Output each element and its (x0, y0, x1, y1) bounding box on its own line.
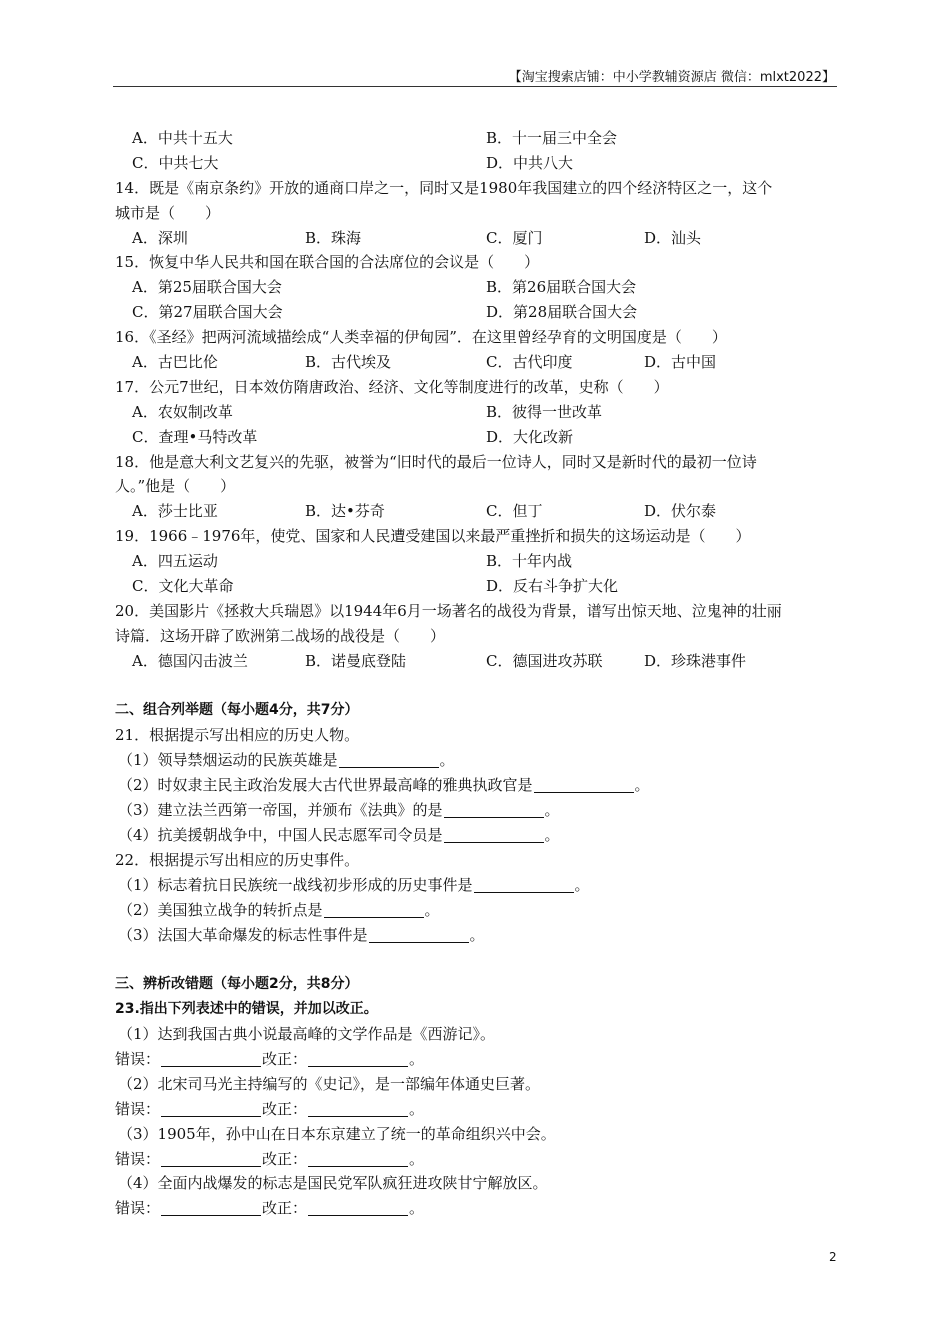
q15-options-row-2 (115, 300, 837, 325)
question-stem: 15．恢复中华人民共和国在联合国的合法席位的会议是（ ） (115, 253, 540, 272)
option: A．农奴制改革 (132, 402, 233, 421)
answer-blank[interactable] (339, 753, 439, 768)
q16-options (115, 350, 837, 375)
correction-answer-row (115, 1147, 837, 1172)
question-stem: 17．公元7世纪，日本效仿隋唐政治、经济、文化等制度进行的改革，史称（ ） (115, 377, 669, 396)
page-number: 2 (829, 1250, 837, 1264)
option: A．莎士比亚 (132, 502, 218, 521)
question-stem: 18．他是意大利文艺复兴的先驱，被誉为“旧时代的最后一位诗人，同时又是新时代的最初一位诗 (115, 452, 757, 471)
error-label: 错误： (115, 1049, 161, 1068)
option: A．深圳 (132, 228, 188, 247)
q13-options-row-2 (115, 151, 837, 176)
q20-options (115, 649, 837, 674)
section-heading: 二、组合列举题（每小题4分，共7分） (115, 702, 359, 719)
q19-options-row-2 (115, 574, 837, 599)
fill-item (115, 873, 837, 898)
question-stem: 14．既是《南京条约》开放的通商口岸之一，同时又是1980年我国建立的四个经济特区之一，这个 (115, 178, 773, 197)
question-stem: 20．美国影片《拯救大兵瑞恩》以1944年6月一场著名的战役为背景，谱写出惊天地、泣鬼神的壮丽 (115, 601, 782, 620)
option: C．古代印度 (486, 353, 573, 372)
option: C．查理•马特改革 (132, 427, 258, 446)
page-header: 【淘宝搜索店铺：中小学教辅资源店 微信：mlxt2022】 (508, 70, 835, 85)
option: B．第26届联合国大会 (486, 278, 637, 297)
fill-item-end: 。 (634, 776, 650, 795)
q15-options-row-1 (115, 275, 837, 300)
option: B．十年内战 (486, 552, 573, 571)
question-stem: 16．《圣经》把两河流域描绘成“人类幸福的伊甸园”．在这里曾经孕育的文明国度是（ ） (115, 328, 727, 347)
option: D．大化改新 (486, 427, 574, 446)
end-mark: 。 (409, 1049, 425, 1068)
fill-item-end: 。 (469, 925, 485, 944)
option: B．彼得一世改革 (486, 402, 603, 421)
document-body (115, 126, 837, 1221)
error-label: 错误： (115, 1099, 161, 1118)
answer-blank[interactable] (534, 778, 634, 793)
option: B．珠海 (305, 228, 362, 247)
correction-answer-row (115, 1196, 837, 1221)
option: A．中共十五大 (132, 129, 233, 147)
fill-item (115, 773, 837, 798)
question-stem: 22．根据提示写出相应的历史事件。 (115, 850, 360, 869)
fix-blank[interactable] (308, 1201, 408, 1216)
q17-options-row-1 (115, 400, 837, 425)
fill-item (115, 748, 837, 773)
option: D．古中国 (644, 353, 717, 372)
question-stem: 城市是（ ） (115, 203, 221, 222)
error-blank[interactable] (161, 1201, 261, 1216)
fix-label: 改正： (262, 1049, 308, 1068)
correction-item: （1）达到我国古典小说最高峰的文学作品是《西游记》。 (118, 1025, 496, 1044)
end-mark: 。 (409, 1199, 425, 1218)
answer-blank[interactable] (444, 828, 544, 843)
option: C．德国进攻苏联 (486, 651, 603, 670)
option: B．十一届三中全会 (486, 129, 618, 147)
fill-item (115, 798, 837, 823)
fill-item-end: 。 (439, 751, 455, 770)
fix-label: 改正： (262, 1149, 308, 1168)
option: A．古巴比伦 (132, 353, 218, 372)
correction-answer-row (115, 1097, 837, 1122)
option: B．古代埃及 (305, 353, 392, 372)
correction-answer-row (115, 1047, 837, 1072)
option: C．中共七大 (132, 153, 219, 172)
fill-item-text: （2）时奴隶主民主政治发展大古代世界最高峰的雅典执政官是 (118, 776, 533, 795)
option: A．四五运动 (132, 552, 218, 571)
q14-options (115, 226, 837, 251)
fix-label: 改正： (262, 1099, 308, 1118)
end-mark: 。 (409, 1099, 425, 1118)
error-label: 错误： (115, 1199, 161, 1218)
fill-item-text: （1）标志着抗日民族统一战线初步形成的历史事件是 (118, 875, 473, 894)
correction-item: （2）北宋司马光主持编写的《史记》，是一部编年体通史巨著。 (118, 1074, 541, 1093)
section-heading: 三、辨析改错题（每小题2分，共8分） (115, 976, 359, 993)
option: C．文化大革命 (132, 577, 234, 596)
fill-item-text: （1）领导禁烟运动的民族英雄是 (118, 751, 338, 770)
fix-blank[interactable] (308, 1152, 408, 1167)
question-stem: 23.指出下列表述中的错误，并加以改正。 (115, 1001, 378, 1018)
fill-item (115, 898, 837, 923)
option: C．但丁 (486, 502, 543, 521)
option: B．诺曼底登陆 (305, 651, 407, 670)
fill-item-end: 。 (574, 875, 590, 894)
option: B．达•芬奇 (305, 502, 385, 521)
option: C．厦门 (486, 228, 543, 247)
q18-options (115, 499, 837, 524)
error-blank[interactable] (161, 1152, 261, 1167)
fill-item (115, 823, 837, 848)
answer-blank[interactable] (369, 928, 469, 943)
question-stem: 21．根据提示写出相应的历史人物。 (115, 726, 360, 745)
question-stem: 19．1966﹣1976年，使党、国家和人民遭受建国以来最严重挫折和损失的这场运动是（ ） (115, 527, 751, 546)
question-stem: 诗篇．这场开辟了欧洲第二战场的战役是（ ） (115, 626, 446, 645)
fill-item-text: （4）抗美援朝战争中，中国人民志愿军司令员是 (118, 825, 443, 844)
option: D．珍珠港事件 (644, 651, 747, 670)
fill-item-text: （2）美国独立战争的转折点是 (118, 900, 323, 919)
option: D．中共八大 (486, 153, 574, 172)
option: D．反右斗争扩大化 (486, 577, 619, 596)
option: C．第27届联合国大会 (132, 303, 283, 322)
fix-blank[interactable] (308, 1052, 408, 1067)
option: D．汕头 (644, 228, 702, 247)
correction-item: （4）全面内战爆发的标志是国民党军队疯狂进攻陕甘宁解放区。 (118, 1174, 548, 1193)
spacer (115, 674, 837, 699)
option: D．伏尔泰 (644, 502, 717, 521)
option: D．第28届联合国大会 (486, 303, 638, 322)
correction-item: （3）1905年，孙中山在日本东京建立了统一的革命组织兴中会。 (118, 1124, 556, 1143)
fix-blank[interactable] (308, 1102, 408, 1117)
fill-item (115, 923, 837, 948)
question-stem: 人。”他是（ ） (115, 477, 236, 496)
option: A．德国闪击波兰 (132, 651, 248, 670)
option: A．第25届联合国大会 (132, 278, 282, 297)
error-label: 错误： (115, 1149, 161, 1168)
fill-item-end: 。 (544, 825, 560, 844)
error-blank[interactable] (161, 1102, 261, 1117)
spacer (115, 947, 837, 972)
fill-item-text: （3）建立法兰西第一帝国，并颁布《法典》的是 (118, 801, 443, 820)
answer-blank[interactable] (444, 803, 544, 818)
answer-blank[interactable] (474, 878, 574, 893)
fix-label: 改正： (262, 1199, 308, 1218)
q13-options-row-1 (115, 126, 837, 151)
q19-options-row-1 (115, 549, 837, 574)
fill-item-text: （3）法国大革命爆发的标志性事件是 (118, 925, 368, 944)
error-blank[interactable] (161, 1052, 261, 1067)
fill-item-end: 。 (424, 900, 440, 919)
header-rule (113, 86, 837, 87)
end-mark: 。 (409, 1149, 425, 1168)
answer-blank[interactable] (324, 903, 424, 918)
fill-item-end: 。 (544, 801, 560, 820)
q17-options-row-2 (115, 425, 837, 450)
